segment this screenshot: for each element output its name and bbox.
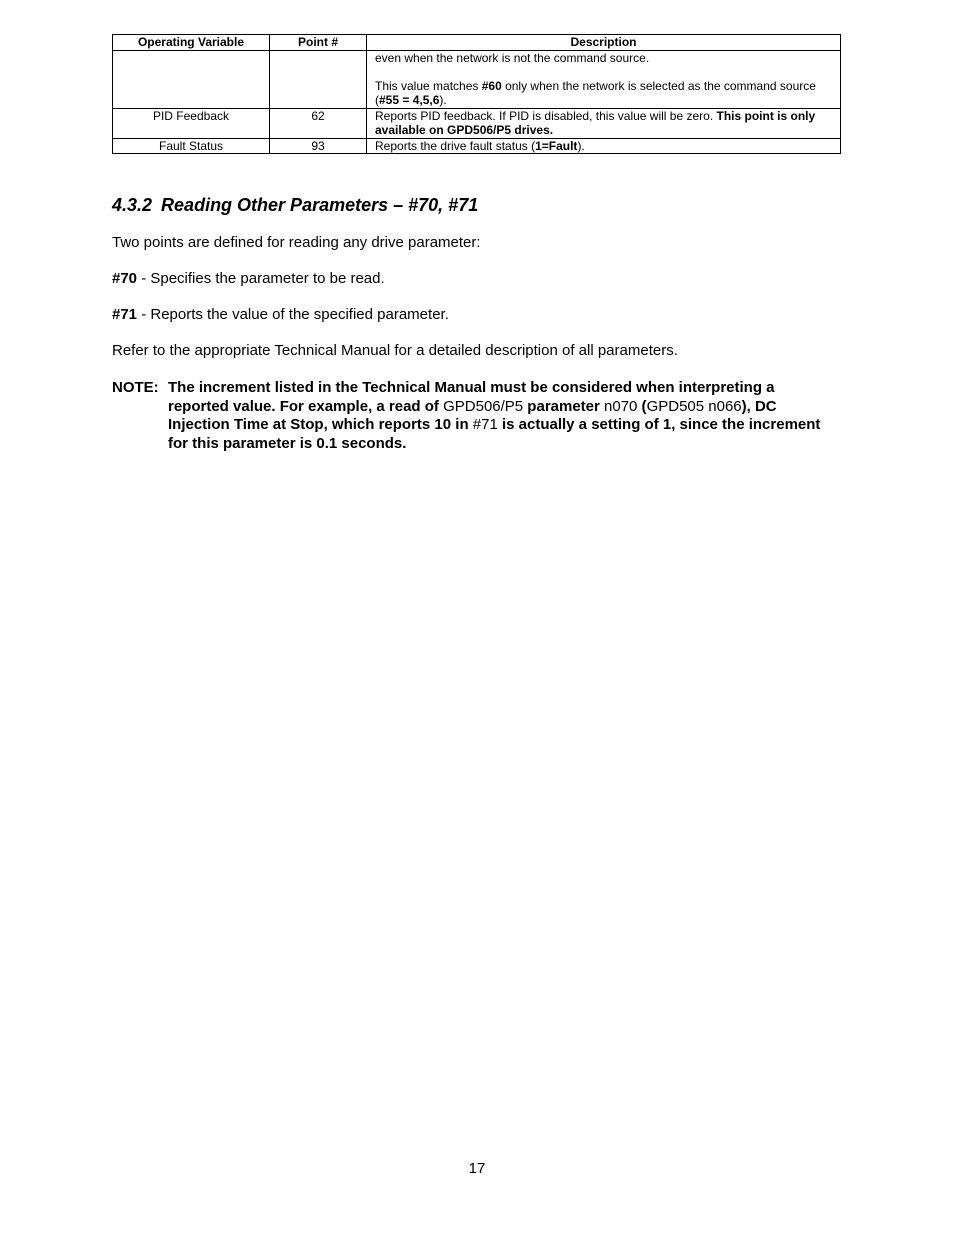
note-segment: is actually a setting of 1, since the increment for this parameter is 0.1 seconds. <box>168 416 821 452</box>
desc-line-1: even when the network is not the command source. <box>375 51 650 65</box>
operating-variables-table <box>112 34 841 154</box>
table-row <box>113 139 841 154</box>
cell-point <box>270 51 367 109</box>
desc-text: Reports the drive fault status ( <box>375 139 536 153</box>
note-segment: The increment listed in the Technical Manual must be considered when interpreting a reported value. For example, a read of <box>168 379 775 415</box>
section-title: Reading Other Parameters – #70, #71 <box>161 195 479 215</box>
note-text <box>168 379 822 453</box>
cell-variable: Fault Status <box>113 139 270 154</box>
cell-description <box>367 51 841 109</box>
cell-variable <box>113 51 270 109</box>
desc-text: This value matches <box>375 79 482 93</box>
intro-paragraph: Two points are defined for reading any drive parameter: <box>112 234 481 251</box>
desc-bold-point: #60 <box>481 79 502 93</box>
point-70-paragraph <box>112 270 385 288</box>
note-label: NOTE: <box>112 379 159 396</box>
desc-text: Reports PID feedback. If PID is disabled, this value will be zero. <box>375 109 717 123</box>
point-70-text: - Specifies the parameter to be read. <box>137 270 385 287</box>
table-header-row <box>113 35 841 51</box>
desc-bold-values: #55 = 4,5,6 <box>379 93 440 107</box>
cell-description <box>367 139 841 154</box>
note-model: GPD506/P5 <box>443 397 524 415</box>
header-point-number: Point # <box>270 35 367 51</box>
desc-text: only when the network is selected as the command source ( <box>375 79 816 107</box>
table-row <box>113 51 841 109</box>
point-71-id: #71 <box>112 306 138 323</box>
header-operating-variable: Operating Variable <box>113 35 270 51</box>
desc-bold-note: This point is only available on GPD506/P5 drives. <box>375 109 816 137</box>
header-description: Description <box>367 35 841 51</box>
note-alt-parameter: GPD505 n066 <box>646 397 742 415</box>
note-point: #71 <box>472 416 498 433</box>
cell-point: 62 <box>270 109 367 139</box>
refer-paragraph: Refer to the appropriate Technical Manual for a detailed description of all parameters. <box>112 342 678 359</box>
cell-variable: PID Feedback <box>113 109 270 139</box>
note-segment: parameter <box>523 397 605 415</box>
note-segment: ( <box>637 397 647 415</box>
section-heading <box>112 194 478 216</box>
desc-text: ). <box>577 139 585 153</box>
point-70-id: #70 <box>112 270 138 287</box>
table-row <box>113 109 841 139</box>
note-segment: ), DC Injection Time at Stop, which reports 10 in <box>168 397 777 433</box>
desc-text: ). <box>439 93 447 107</box>
note-parameter: n070 <box>604 397 638 415</box>
section-number: 4.3.2 <box>112 195 153 215</box>
point-71-paragraph <box>112 306 449 324</box>
cell-point: 93 <box>270 139 367 154</box>
point-71-text: - Reports the value of the specified parameter. <box>137 306 449 323</box>
cell-description <box>367 109 841 139</box>
note-block <box>112 379 822 453</box>
desc-bold-value: 1=Fault <box>535 139 578 153</box>
page-number: 17 <box>468 1160 486 1177</box>
